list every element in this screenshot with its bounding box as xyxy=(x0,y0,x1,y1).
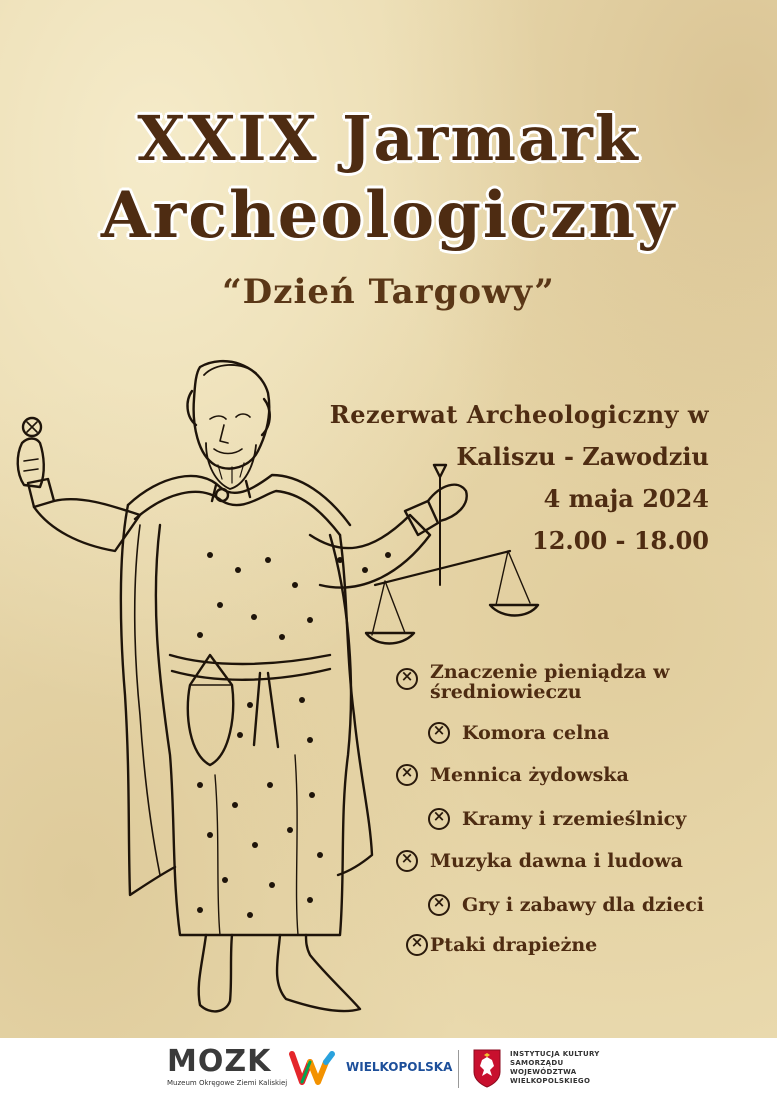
coin-icon xyxy=(428,722,450,744)
poster-title-line2: Archeologiczny xyxy=(100,178,677,253)
institution-line: WIELKOPOLSKIEGO xyxy=(510,1077,591,1085)
coin-icon xyxy=(396,764,418,786)
mozk-logo-text: MOZK xyxy=(167,1044,272,1079)
attraction-item xyxy=(428,808,686,830)
voivodeship-crest-icon xyxy=(472,1048,502,1088)
attraction-item xyxy=(406,934,597,956)
coin-icon xyxy=(428,808,450,830)
attraction-label-continued: średniowieczu xyxy=(430,681,582,703)
institution-line: WOJEWÓDZTWA xyxy=(510,1068,577,1076)
event-info xyxy=(330,394,709,562)
coin-icon xyxy=(396,850,418,872)
attraction-label: Gry i zabawy dla dzieci xyxy=(462,894,705,916)
attraction-item xyxy=(396,850,683,872)
event-location-line1: Rezerwat Archeologiczny w xyxy=(329,400,709,429)
attraction-label: Komora celna xyxy=(462,722,610,744)
sponsor-footer xyxy=(0,1038,777,1100)
attraction-label: Kramy i rzemieślnicy xyxy=(462,808,687,830)
institution-text xyxy=(510,1050,600,1086)
institution-line: INSTYTUCJA KULTURY xyxy=(510,1050,600,1058)
coin-icon xyxy=(406,934,428,956)
attraction-label: Ptaki drapieżne xyxy=(430,934,598,956)
attraction-item xyxy=(428,894,704,916)
poster-subtitle: “Dzień Targowy” xyxy=(222,272,555,312)
wielkopolska-w-icon[interactable] xyxy=(288,1048,340,1088)
mozk-logo-subtitle: Muzeum Okręgowe Ziemi Kaliskiej xyxy=(167,1079,288,1087)
mozk-logo[interactable] xyxy=(167,1046,287,1087)
event-date: 4 maja 2024 xyxy=(543,484,709,513)
footer-divider xyxy=(458,1050,459,1088)
coin-icon xyxy=(396,668,418,690)
attraction-label: Znaczenie pieniądza w xyxy=(430,661,670,683)
wielkopolska-logo-text[interactable]: WIELKOPOLSKA xyxy=(346,1060,453,1074)
attraction-item xyxy=(396,764,629,786)
event-location-line2: Kaliszu - Zawodziu xyxy=(456,442,709,471)
institution-line: SAMORZĄDU xyxy=(510,1059,564,1067)
attraction-item xyxy=(428,722,609,744)
attraction-label: Mennica żydowska xyxy=(430,764,629,786)
event-time: 12.00 - 18.00 xyxy=(532,526,709,555)
attraction-label: Muzyka dawna i ludowa xyxy=(430,850,683,872)
coin-icon xyxy=(428,894,450,916)
attraction-item xyxy=(396,662,669,702)
poster-title-line1: XXIX Jarmark xyxy=(137,102,640,175)
